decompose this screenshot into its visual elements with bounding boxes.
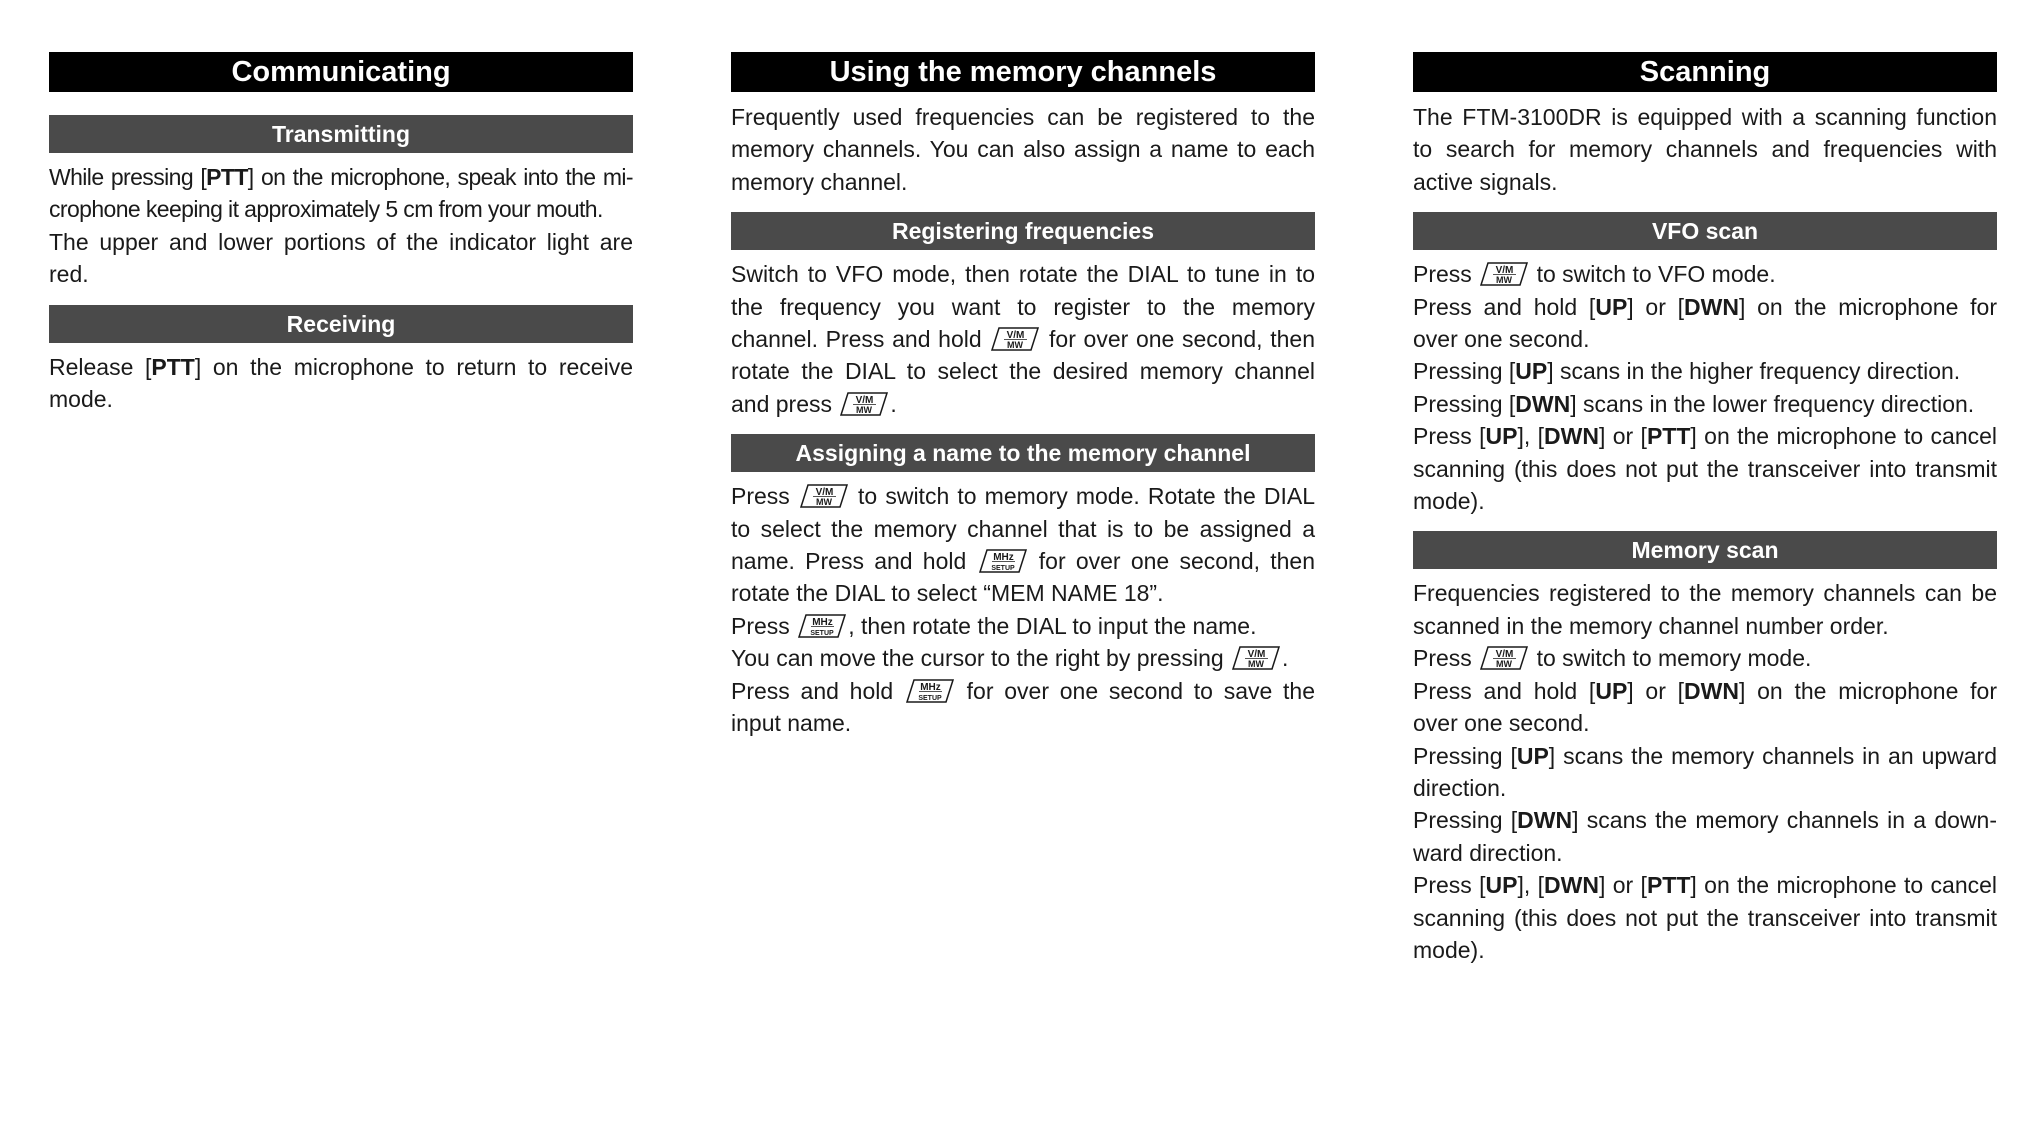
- dwn-key-label: DWN: [1544, 423, 1599, 450]
- text-run: ] scans the memory channels in a down-ward direction.: [1413, 807, 1997, 866]
- section-title-scanning: Scanning: [1413, 52, 1997, 92]
- indicator-paragraph: The upper and lower portions of the indicator light are red.: [49, 228, 633, 288]
- assigning-name-body: [731, 480, 1315, 739]
- text-run: ] scans in the lower frequency direction.: [1570, 390, 1975, 417]
- subsection-title-registering: Registering frequencies: [731, 212, 1315, 250]
- scanning-intro-paragraph: The FTM-3100DR is equipped with a scanning function to search for memory channels and frequencies with active signals.: [1413, 104, 1997, 195]
- svg-text:V/M: V/M: [1247, 649, 1266, 661]
- svg-text:MW: MW: [1007, 340, 1024, 351]
- text-run: You can move the cursor to the right by pressing: [731, 645, 1231, 672]
- text-run: Press: [731, 612, 797, 639]
- up-key-label: UP: [1595, 677, 1628, 704]
- dwn-key-label: DWN: [1684, 293, 1739, 320]
- text-run: Press and hold: [731, 677, 904, 704]
- text-run: Switch to VFO mode, then rotate the DIAL to tune in to the frequency you want to register to the memory channel. Press and hold: [731, 261, 1315, 353]
- text-run: While pressing [: [49, 164, 207, 190]
- assigning-paragraph-1: [731, 480, 1315, 610]
- svg-text:MW: MW: [1496, 275, 1513, 286]
- text-run: to switch to memory mode. Rotate the DIAL to select the memory channel that is to be assigned a name. Press and hold: [731, 483, 1315, 575]
- memory-intro-body: [731, 101, 1315, 198]
- text-run: ] or [: [1598, 872, 1647, 899]
- text-run: ], [: [1517, 872, 1545, 899]
- vfo-scan-paragraph-4: [1413, 388, 1997, 420]
- svg-text:MW: MW: [856, 404, 873, 415]
- dwn-key-label: DWN: [1684, 677, 1739, 704]
- svg-text:V/M: V/M: [1495, 649, 1514, 661]
- svg-text:MHz: MHz: [992, 552, 1014, 564]
- text-run: Pressing [: [1413, 742, 1517, 769]
- ptt-key-label: PTT: [151, 353, 195, 380]
- scanning-intro-body: [1413, 101, 1997, 198]
- svg-text:MW: MW: [1496, 659, 1513, 670]
- subsection-title-receiving: Receiving: [49, 305, 633, 343]
- dwn-key-label: DWN: [1515, 390, 1571, 417]
- text-run: ] on the microphone to return to receive mode.: [49, 353, 633, 413]
- assigning-paragraph-2: [731, 610, 1315, 642]
- text-run: Press and hold [: [1413, 677, 1596, 704]
- text-run: , then rotate the DIAL to input the name.: [848, 612, 1257, 639]
- column-scanning: [1413, 52, 1997, 966]
- vm-key-icon: [800, 484, 848, 508]
- memory-scan-paragraph-2: [1413, 642, 1997, 674]
- receiving-body: [49, 351, 633, 416]
- text-run: for over one second, then rotate the DIAL to select “MEM NAME 18”.: [731, 548, 1315, 607]
- text-run: ] on the microphone to cancel scanning (this does not put the transceiver into transmit mode).: [1413, 423, 1998, 515]
- text-run: Press: [1413, 645, 1479, 672]
- svg-text:MW: MW: [815, 497, 832, 508]
- memory-scan-paragraph-6: [1413, 869, 1997, 966]
- up-key-label: UP: [1485, 872, 1518, 899]
- mhz-setup-key-icon: [906, 679, 954, 703]
- text-run: for over one second, then rotate the DIAL to select the desired memory channel and press: [731, 326, 1315, 417]
- svg-text:V/M: V/M: [815, 487, 834, 499]
- column-communicating: [49, 52, 633, 415]
- up-key-label: UP: [1516, 742, 1549, 769]
- up-key-label: UP: [1595, 293, 1628, 320]
- up-key-label: UP: [1515, 358, 1548, 385]
- receiving-paragraph: [49, 351, 633, 416]
- text-run: Press [: [1413, 872, 1486, 899]
- svg-text:MW: MW: [1248, 659, 1265, 670]
- vfo-scan-body: [1413, 258, 1997, 517]
- registering-paragraph: [731, 258, 1315, 420]
- transmitting-paragraph: [49, 161, 633, 226]
- text-run: ] on the microphone, speak into the mi-crophone keeping it approximately 5 cm from your mouth.: [49, 164, 633, 223]
- text-run: Press: [1413, 261, 1479, 288]
- text-run: ], [: [1517, 423, 1545, 450]
- svg-text:V/M: V/M: [1006, 330, 1025, 342]
- ptt-key-label: PTT: [1646, 872, 1691, 899]
- vm-key-icon: [991, 327, 1039, 351]
- dwn-key-label: DWN: [1544, 872, 1599, 899]
- text-run: ] scans in the higher frequency direction.: [1547, 358, 1961, 385]
- memory-scan-paragraph-1: Frequencies registered to the memory channels can be scanned in the memory channel number order.: [1413, 580, 1997, 639]
- text-run: ] or [: [1598, 423, 1647, 450]
- memory-intro-paragraph: Frequently used frequencies can be registered to the memory channels. You can also assign a name to each memory channel.: [731, 104, 1315, 195]
- text-run: Press and hold [: [1413, 293, 1596, 320]
- vfo-scan-paragraph-2: [1413, 291, 1997, 356]
- vfo-scan-paragraph-1: [1413, 258, 1997, 290]
- subsection-title-assigning-name: Assigning a name to the memory channel: [731, 434, 1315, 472]
- text-run: ] or [: [1627, 677, 1685, 704]
- column-memory-channels: [731, 52, 1315, 740]
- svg-text:MHz: MHz: [812, 616, 833, 628]
- svg-text:SETUP: SETUP: [990, 565, 1015, 573]
- section-title-communicating: Communicating: [49, 52, 633, 92]
- svg-text:SETUP: SETUP: [810, 629, 834, 637]
- memory-scan-body: [1413, 577, 1997, 966]
- subsection-title-vfo-scan: VFO scan: [1413, 212, 1997, 250]
- text-run: Press: [731, 483, 798, 510]
- text-run: ] scans the memory channels in an upward direction.: [1413, 742, 1997, 801]
- vm-key-icon: [1232, 646, 1280, 670]
- vfo-scan-paragraph-5: [1413, 420, 1997, 517]
- vfo-scan-paragraph-3: [1413, 355, 1997, 387]
- text-run: ] on the microphone to cancel scanning (this does not put the transceiver into transmit mode).: [1413, 872, 1998, 963]
- text-run: .: [1282, 645, 1289, 672]
- text-run: Pressing [: [1413, 358, 1516, 385]
- text-run: Release [: [49, 353, 152, 380]
- memory-scan-paragraph-5: [1413, 804, 1997, 869]
- svg-text:SETUP: SETUP: [918, 694, 942, 702]
- text-run: ] or [: [1627, 293, 1685, 320]
- vm-key-icon: [840, 392, 888, 416]
- transmitting-body: [49, 161, 633, 291]
- ptt-key-label: PTT: [206, 164, 248, 190]
- registering-body: [731, 258, 1315, 420]
- vm-key-icon: [1480, 262, 1528, 286]
- up-key-label: UP: [1485, 423, 1518, 450]
- subsection-title-transmitting: Transmitting: [49, 115, 633, 153]
- mhz-setup-key-icon: [979, 549, 1027, 573]
- text-run: Pressing [: [1413, 807, 1518, 834]
- svg-text:V/M: V/M: [856, 394, 874, 406]
- text-run: for over one second to save the input name.: [731, 677, 1316, 737]
- assigning-paragraph-4: [731, 675, 1315, 740]
- text-run: Pressing [: [1413, 390, 1516, 417]
- dwn-key-label: DWN: [1517, 807, 1573, 834]
- text-run: to switch to memory mode.: [1530, 645, 1812, 672]
- assigning-paragraph-3: [731, 642, 1315, 674]
- svg-text:V/M: V/M: [1495, 265, 1514, 277]
- mhz-setup-key-icon: [798, 614, 846, 638]
- memory-scan-paragraph-3: [1413, 675, 1997, 740]
- text-run: Press [: [1413, 423, 1486, 450]
- subsection-title-memory-scan: Memory scan: [1413, 531, 1997, 569]
- text-run: .: [890, 390, 897, 417]
- memory-scan-paragraph-4: [1413, 740, 1997, 805]
- text-run: ] on the microphone for over one second.: [1413, 677, 1997, 737]
- section-title-memory-channels: Using the memory channels: [731, 52, 1315, 92]
- vm-key-icon: [1480, 646, 1528, 670]
- ptt-key-label: PTT: [1646, 423, 1691, 450]
- text-run: ] on the microphone for over one second.: [1413, 293, 1997, 353]
- text-run: to switch to VFO mode.: [1530, 261, 1776, 288]
- svg-text:MHz: MHz: [920, 681, 941, 693]
